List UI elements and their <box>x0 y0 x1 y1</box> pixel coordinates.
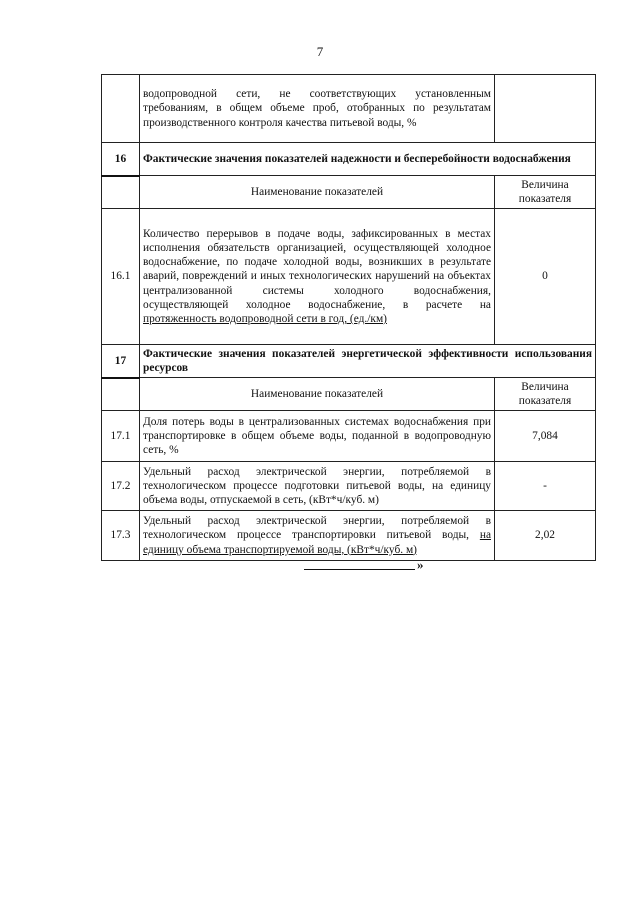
indicator-value-cell <box>495 75 596 143</box>
closing-underline <box>304 569 415 570</box>
indicator-value: - <box>495 462 596 511</box>
header-row <box>102 378 596 411</box>
row-number: 16.1 <box>102 209 140 345</box>
column-header-value: Величина показателя <box>495 176 596 209</box>
table-row <box>102 411 596 462</box>
page-number: 7 <box>316 44 324 59</box>
column-header-name: Наименование показателей <box>140 378 495 411</box>
indicator-name-cell: водопроводной сети, не соответствующих установленным требованиям, в общем объеме проб, отобранных по результатам производственного контроля качества питьевой воды, % <box>140 75 495 143</box>
section-title: Фактические значения показателей надежности и бесперебойности водоснабжения <box>140 143 596 176</box>
row-number: 17.2 <box>102 462 140 511</box>
table-row <box>102 462 596 511</box>
indicator-name-cell: Удельный расход электрической энергии, потребляемой в технологическом процессе подготовки питьевой воды, на единицу объема воды, отпускаемой в сеть, (кВт*ч/куб. м) <box>140 462 495 511</box>
table-row <box>102 511 596 561</box>
indicator-text: Количество перерывов в подаче воды, зафиксированных в местах исполнения обязательств организацией, осуществляющей холодное водоснабжение, по подаче холодной воды, возникших в результате аварий, повреждений и иных технологических нарушений на объектах централизованной системы холодного водоснабжения, осуществляющей холодное водоснабжение, в расчете на <box>143 227 491 311</box>
row-number: 17.3 <box>102 511 140 561</box>
column-header-value: Величина показателя <box>495 378 596 411</box>
section-row <box>102 143 596 176</box>
row-number-cell <box>102 378 140 411</box>
row-number-cell <box>102 75 140 143</box>
indicator-text: Удельный расход электрической энергии, потребляемой в технологическом процессе транспортировки питьевой воды, <box>143 515 491 542</box>
table-row <box>102 75 596 143</box>
column-header-name: Наименование показателей <box>140 176 495 209</box>
indicator-name-cell <box>140 511 495 561</box>
indicator-name-cell: Доля потерь воды в централизованных системах водоснабжения при транспортировке в общем объеме воды, поданной в водопроводную сеть, % <box>140 411 495 462</box>
indicator-value: 7,084 <box>495 411 596 462</box>
indicator-name-cell <box>140 209 495 345</box>
header-row <box>102 176 596 209</box>
indicator-value: 0 <box>495 209 596 345</box>
row-number: 17.1 <box>102 411 140 462</box>
section-title: Фактические значения показателей энергетической эффективности использования ресурсов <box>140 345 596 378</box>
section-number: 17 <box>102 345 140 378</box>
section-row <box>102 345 596 378</box>
closing-quote-mark: » <box>417 557 424 572</box>
indicators-table <box>101 74 596 561</box>
table-row <box>102 209 596 345</box>
section-number: 16 <box>102 143 140 176</box>
row-number-cell <box>102 176 140 209</box>
indicator-value: 2,02 <box>495 511 596 561</box>
indicator-text-underlined: протяженность водопроводной сети в год, (ед./км) <box>143 313 387 325</box>
closing-line-block <box>300 557 430 573</box>
indicator-text-underlined: на единицу объема транспортируемой воды, (кВт*ч/куб. м) <box>143 529 491 556</box>
